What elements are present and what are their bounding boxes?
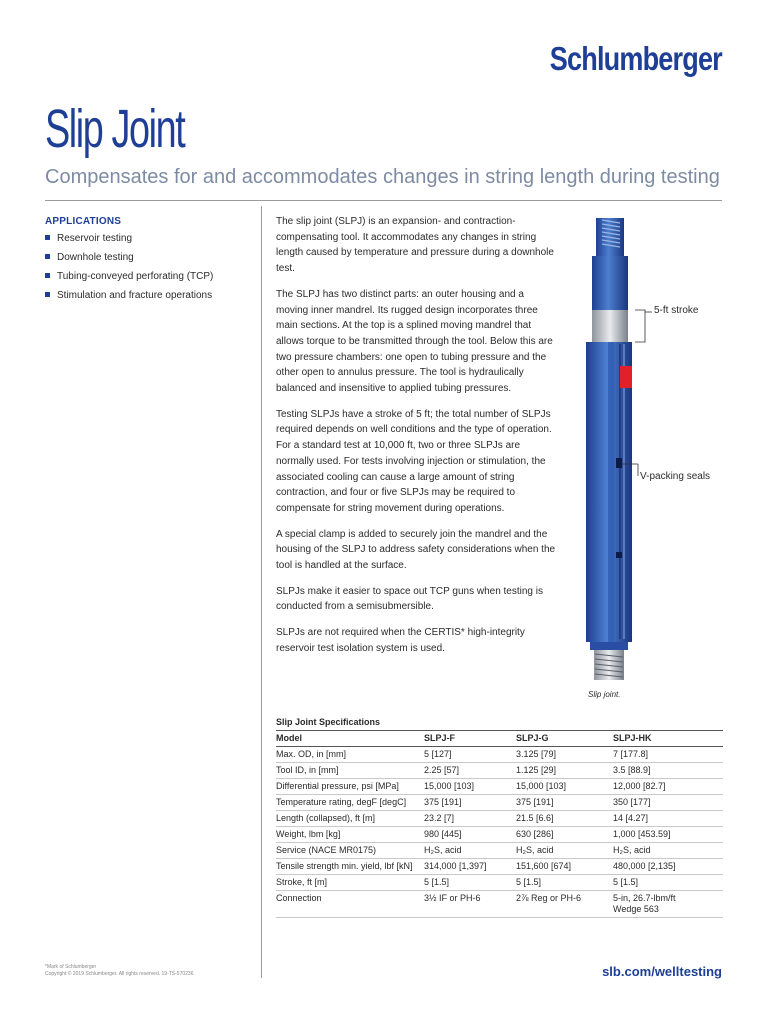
paragraph: SLPJs make it easier to space out TCP guns when testing is conducted from a semisubmersible.	[276, 585, 543, 613]
table-cell: Max. OD, in [mm]	[276, 747, 424, 763]
table-cell: 314,000 [1,397]	[424, 859, 516, 875]
column-header: Model	[276, 731, 424, 747]
table-cell: 480,000 [2,135]	[613, 859, 723, 875]
column-header: SLPJ-F	[424, 731, 516, 747]
table-cell: 15,000 [103]	[424, 779, 516, 795]
table-cell: 12,000 [82.7]	[613, 779, 723, 795]
table-cell: H₂S, acid	[516, 843, 613, 859]
table-cell: 2⅞ Reg or PH-6	[516, 891, 613, 918]
square-bullet-icon	[45, 273, 50, 278]
website-link[interactable]: slb.com/welltesting	[602, 964, 722, 979]
table-cell: 375 [191]	[516, 795, 613, 811]
body-text	[276, 214, 558, 667]
table-cell: 5 [1.5]	[516, 875, 613, 891]
paragraph: The slip joint (SLPJ) is an expansion- and contraction-compensating tool. It accommodates any changes in string length caused by temperature and pressure during a downhole test.	[276, 216, 554, 275]
table-cell: 5 [127]	[424, 747, 516, 763]
table-cell: 5 [1.5]	[613, 875, 723, 891]
table-cell: Differential pressure, psi [MPa]	[276, 779, 424, 795]
table-row	[276, 827, 723, 843]
footer-notes	[45, 964, 193, 978]
applications-heading: APPLICATIONS	[45, 216, 122, 227]
applications-list	[45, 232, 213, 308]
table-row	[276, 859, 723, 875]
square-bullet-icon	[45, 292, 50, 297]
paragraph: Testing SLPJs have a stroke of 5 ft; the total number of SLPJs required depends on well conditions and the type of operation. For a standard test at 10,000 ft, two or three SLPJs are normally used. For tests involving injection or stimulation, the associated cooling can cause a large amount of string contraction, and four or five SLPJs may be required to compensate for string movement during operations.	[276, 408, 552, 514]
specifications-table	[276, 717, 723, 918]
table-cell: 2.25 [57]	[424, 763, 516, 779]
list-item: Stimulation and fracture operations	[45, 289, 213, 308]
table-cell: 630 [286]	[516, 827, 613, 843]
table-cell: 23.2 [7]	[424, 811, 516, 827]
table-cell: Tensile strength min. yield, lbf [kN]	[276, 859, 424, 875]
table-cell: 5 [1.5]	[424, 875, 516, 891]
column-divider	[261, 206, 262, 978]
column-header: SLPJ-G	[516, 731, 613, 747]
table-cell: 151,600 [674]	[516, 859, 613, 875]
table-cell: 21.5 [6.6]	[516, 811, 613, 827]
copyright-note: Copyright © 2019 Schlumberger. All rights reserved. 19-TS-570236	[45, 971, 194, 977]
table-cell: 14 [4.27]	[613, 811, 723, 827]
table-cell: 15,000 [103]	[516, 779, 613, 795]
table-cell: 3.5 [88.9]	[613, 763, 723, 779]
column-header: SLPJ-HK	[613, 731, 723, 747]
table-row	[276, 763, 723, 779]
square-bullet-icon	[45, 254, 50, 259]
table-cell: Stroke, ft [m]	[276, 875, 424, 891]
table-row	[276, 747, 723, 763]
figure-caption: Slip joint.	[588, 690, 621, 699]
table-cell: 350 [177]	[613, 795, 723, 811]
table-header-row	[276, 731, 723, 747]
page-subtitle: Compensates for and accommodates changes in string length during testing	[45, 166, 720, 188]
brand-logo: Schlumberger	[549, 40, 722, 77]
table-row	[276, 875, 723, 891]
table-cell: 5-in, 26.7-lbm/ft Wedge 563	[613, 891, 723, 918]
table-cell: Service (NACE MR0175)	[276, 843, 424, 859]
table-row	[276, 779, 723, 795]
table-row	[276, 843, 723, 859]
table-cell: Tool ID, in [mm]	[276, 763, 424, 779]
table-row	[276, 811, 723, 827]
page-title: Slip Joint	[45, 99, 185, 159]
table-cell: H₂S, acid	[613, 843, 723, 859]
table-cell: 3.125 [79]	[516, 747, 613, 763]
table-cell: 1,000 [453.59]	[613, 827, 723, 843]
table-cell: Weight, lbm [kg]	[276, 827, 424, 843]
list-item: Reservoir testing	[45, 232, 213, 251]
table-cell: 375 [191]	[424, 795, 516, 811]
header-divider	[45, 200, 722, 201]
table-cell: 980 [445]	[424, 827, 516, 843]
table-caption: Slip Joint Specifications	[276, 717, 723, 731]
list-item: Tubing-conveyed perforating (TCP)	[45, 270, 213, 289]
slip-joint-illustration	[580, 214, 730, 684]
table-cell: 3½ IF or PH-6	[424, 891, 516, 918]
paragraph: A special clamp is added to securely join the mandrel and the housing of the SLPJ to address safety considerations when the tool is handled at the surface.	[276, 528, 556, 572]
table-cell: Length (collapsed), ft [m]	[276, 811, 424, 827]
table-row	[276, 891, 723, 918]
table-cell: 7 [177.8]	[613, 747, 723, 763]
table-cell: 1.125 [29]	[516, 763, 613, 779]
table-row	[276, 795, 723, 811]
paragraph: The SLPJ has two distinct parts: an outer housing and a moving inner mandrel. Its rugged design incorporates three main sections. At the top is a splined moving mandrel that allows torque to be transmitted through the tool. Below this are two pressure chambers: one open to tubing pressure and the other open to annulus pressure. The tool is hydraulically balanced and insensitive to applied tubing pressures.	[276, 288, 553, 395]
figure-label-vpacking: V-packing seals	[640, 471, 711, 482]
figure-label-stroke: 5-ft stroke	[654, 305, 699, 316]
trademark-note: *Mark of Schlumberger	[45, 964, 97, 970]
table-cell: Connection	[276, 891, 424, 918]
table-cell: Temperature rating, degF [degC]	[276, 795, 424, 811]
paragraph: SLPJs are not required when the CERTIS* high-integrity reservoir test isolation system is used.	[276, 627, 525, 654]
table-caption-row	[276, 717, 723, 731]
table-cell: H₂S, acid	[424, 843, 516, 859]
list-item: Downhole testing	[45, 251, 213, 270]
square-bullet-icon	[45, 235, 50, 240]
